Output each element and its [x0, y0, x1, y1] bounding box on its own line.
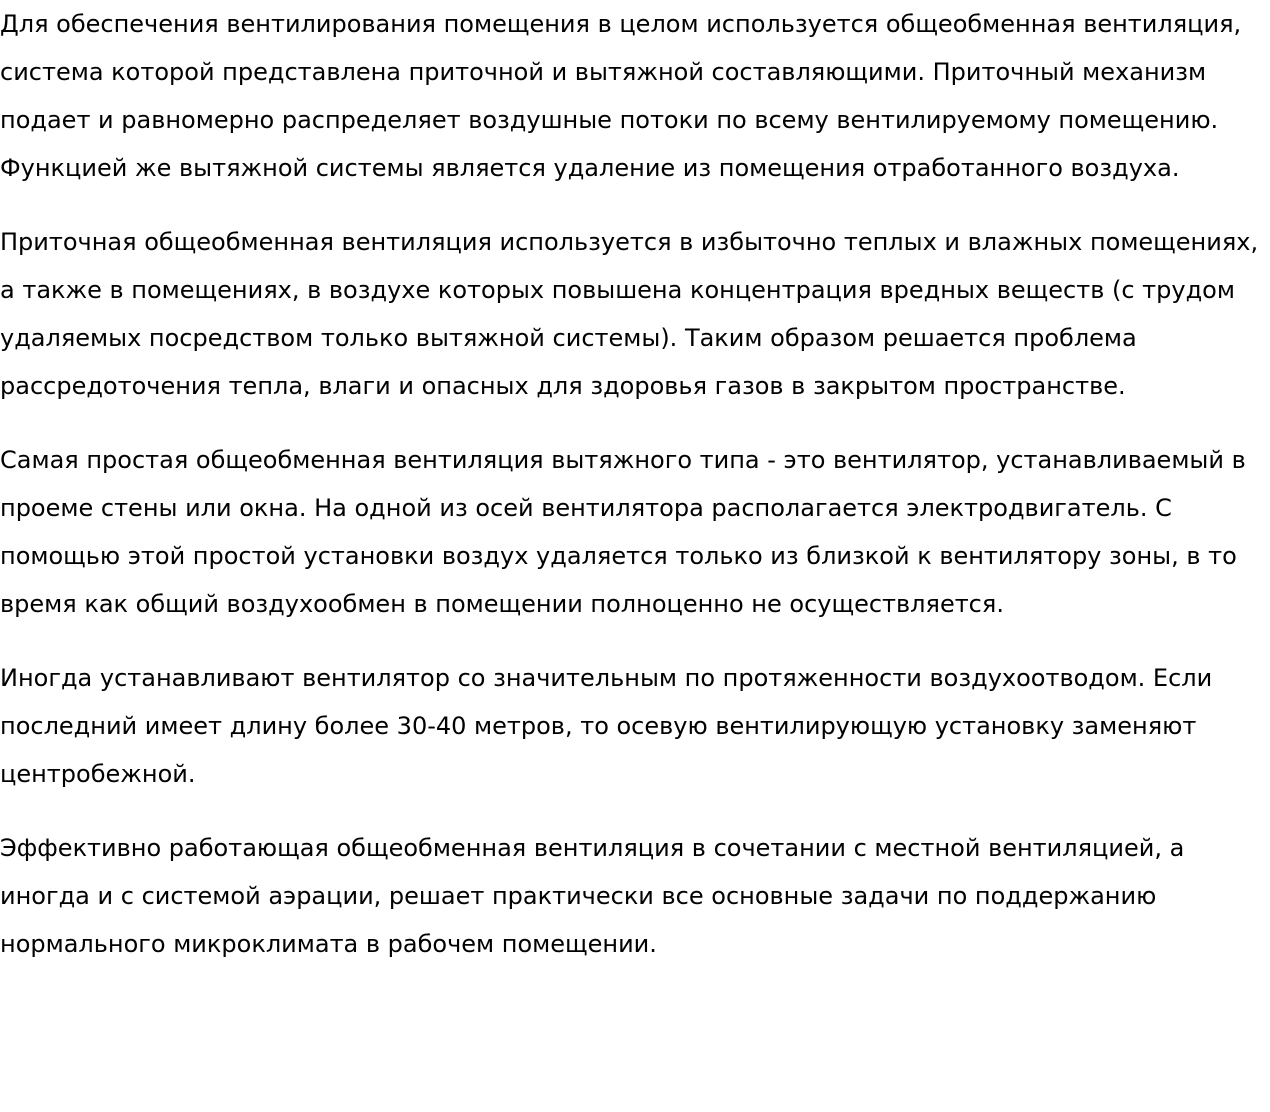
paragraph-supply-ventilation: Приточная общеобменная вентиляция используется в избыточно теплых и влажных помещениях, а также в помещениях, в воздухе которых повышена концентрация вредных веществ (с трудом удаляемых посредством только вытяжной системы). Таким образом решается проблема рассредоточения тепла, влаги и опасных для здоровья газов в закрытом пространстве. — [0, 228, 1259, 400]
paragraph-exhaust-fan: Самая простая общеобменная вентиляция вытяжного типа - это вентилятор, устанавливаемый в проеме стены или окна. На одной из осей вентилятора располагается электродвигатель. С помощью этой простой установки воздух удаляется только из близкой к вентилятору зоны, в то время как общий воздухообмен в помещении полноценно не осуществляется. — [0, 446, 1246, 618]
paragraph-air-duct: Иногда устанавливают вентилятор со значительным по протяженности воздухоотводом. Если последний имеет длину более 30-40 метров, то осевую вентилирующую установку заменяют центробежной. — [0, 664, 1213, 788]
paragraph-general-ventilation: Для обеспечения вентилирования помещения в целом используется общеобменная вентиляция, система которой представлена приточной и вытяжной составляющими. Приточный механизм подает и равномерно распределяет воздушные потоки по всему вентилируемому помещению. Функцией же вытяжной системы является удаление из помещения отработанного воздуха. — [0, 10, 1242, 182]
paragraph-conclusion: Эффективно работающая общеобменная вентиляция в сочетании с местной вентиляцией, а иногда и с системой аэрации, решает практически все основные задачи по поддержанию нормального микроклимата в рабочем помещении. — [0, 834, 1185, 958]
